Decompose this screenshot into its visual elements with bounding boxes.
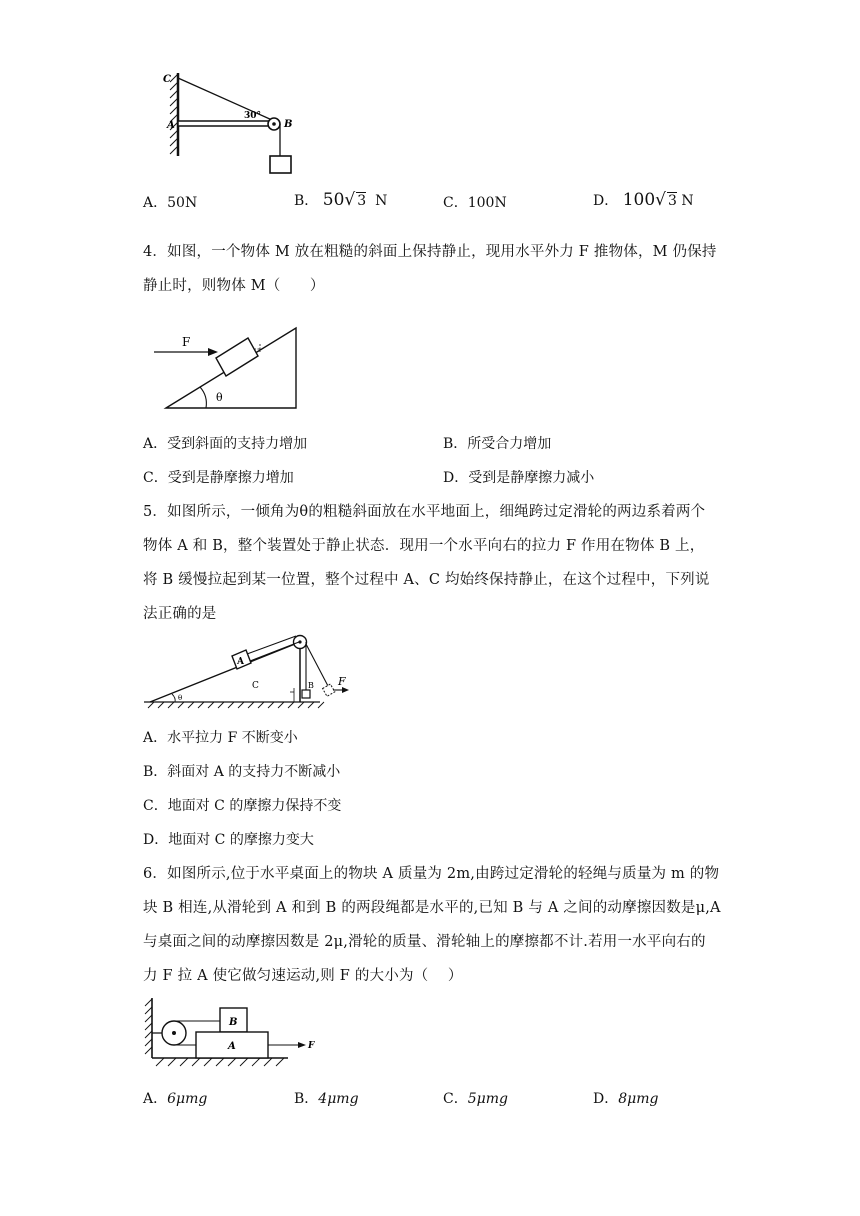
q5-option-d[interactable] — [143, 829, 314, 849]
q3-option-a-letter: A． — [143, 195, 168, 211]
q3-option-d-sqrt: √ 3 — [655, 190, 677, 210]
q5-option-b[interactable] — [143, 761, 340, 781]
q5-option-b-text: 斜面对 A 的支持力不断减小 — [167, 764, 341, 780]
q5-label-b: B — [308, 681, 314, 690]
q4-option-a-letter: A． — [143, 436, 168, 452]
q6-option-a-letter: A． — [143, 1091, 168, 1107]
q6-label-b: B — [229, 1017, 238, 1028]
q5-option-c-text: 地面对 C 的摩擦力保持不变 — [167, 798, 342, 814]
q3-option-c-text: 100N — [467, 195, 507, 211]
q3-label-angle: 30° — [244, 111, 262, 121]
q5-line-3: 将 B 缓慢拉起到某一位置，整个过程中 A、C 均始终保持静止，在这个过程中，下列说 — [143, 572, 710, 588]
q6-option-b[interactable] — [294, 1088, 359, 1108]
q5-label-f: F — [338, 675, 346, 688]
q5-option-a-letter: A． — [143, 730, 168, 746]
q3-option-a-text: 50N — [167, 195, 198, 211]
q6-option-b-letter: B． — [294, 1091, 319, 1107]
q6-option-d-text: 8μmg — [618, 1091, 659, 1107]
q5-label-angle: θ — [178, 694, 183, 702]
q3-figure — [160, 68, 300, 178]
q4-option-d[interactable] — [443, 467, 594, 487]
q5-option-a-text: 水平拉力 F 不断变小 — [167, 730, 298, 746]
q3-label-b: B — [284, 119, 293, 130]
q4-option-b-letter: B． — [443, 436, 468, 452]
q6-label-a: A — [228, 1041, 236, 1052]
q5-line-1: 5．如图所示，一倾角为θ的粗糙斜面放在水平地面上，细绳跨过定滑轮的两边系着两个 — [143, 504, 706, 520]
q3-option-b-letter: B． — [294, 193, 319, 209]
q3-option-d-coef: 100 — [622, 190, 656, 210]
q3-option-c-letter: C． — [443, 195, 468, 211]
q3-option-b-coef: 50 — [322, 190, 345, 210]
q4-option-c-text: 受到是静摩擦力增加 — [167, 470, 294, 486]
q3-option-a[interactable] — [143, 192, 197, 212]
q5-line-4: 法正确的是 — [143, 606, 217, 622]
q6-option-c-text: 5μmg — [467, 1091, 508, 1107]
q3-option-b-sqrt: √ 3 — [344, 190, 367, 210]
q6-option-c[interactable] — [443, 1088, 508, 1108]
q4-label-angle: θ — [216, 391, 223, 404]
q6-label-f: F — [308, 1041, 315, 1051]
q5-option-d-letter: D． — [143, 832, 169, 848]
q4-option-c[interactable] — [143, 467, 294, 487]
q5-line-2: 物体 A 和 B，整个装置处于静止状态．现用一个水平向右的拉力 F 作用在物体 B 上， — [143, 538, 705, 554]
q4-option-a-text: 受到斜面的支持力增加 — [167, 436, 308, 452]
q6-option-a[interactable] — [143, 1088, 207, 1108]
q5-figure — [140, 628, 360, 712]
q3-label-c: C — [163, 74, 171, 85]
q3-option-b[interactable] — [294, 190, 387, 210]
q4-option-b-text: 所受合力增加 — [467, 436, 552, 452]
q6-line-1: 6．如图所示,位于水平桌面上的物块 A 质量为 2m,由跨过定滑轮的轻绳与质量为 m 的物 — [143, 866, 720, 882]
q3-option-d-root: 3 — [667, 193, 677, 209]
q3-option-d-unit: N — [681, 193, 694, 209]
q4-option-d-text: 受到是静摩擦力减小 — [468, 470, 595, 486]
q5-label-c: C — [252, 681, 259, 691]
q5-option-c[interactable] — [143, 795, 341, 815]
q4-label-force: F — [182, 335, 191, 349]
q3-option-b-root: 3 — [357, 193, 367, 209]
q3-option-d[interactable] — [593, 190, 694, 210]
q4-line-1: 4．如图，一个物体 M 放在粗糙的斜面上保持静止，现用水平外力 F 推物体，M 仍保持 — [143, 244, 717, 260]
q4-option-c-letter: C． — [143, 470, 168, 486]
q6-option-d[interactable] — [593, 1088, 658, 1108]
q6-line-4: 力 F 拉 A 使它做匀速运动,则 F 的大小为（ ） — [143, 968, 463, 984]
q3-option-c[interactable] — [443, 192, 507, 212]
q6-figure — [140, 996, 330, 1072]
q5-option-a[interactable] — [143, 727, 298, 747]
q4-figure — [150, 322, 310, 414]
q5-option-c-letter: C． — [143, 798, 168, 814]
q5-label-a: A — [237, 657, 244, 667]
q4-option-a[interactable] — [143, 433, 307, 453]
q6-option-a-text: 6μmg — [167, 1091, 208, 1107]
q6-line-2: 块 B 相连,从滑轮到 A 和到 B 的两段绳都是水平的,已知 B 与 A 之间的动摩擦因数是μ,A — [143, 900, 721, 916]
q3-option-b-unit: N — [375, 193, 388, 209]
q6-line-3: 与桌面之间的动摩擦因数是 2μ,滑轮的质量、滑轮轴上的摩擦都不计.若用一水平向右的 — [143, 934, 706, 950]
q4-option-d-letter: D． — [443, 470, 469, 486]
q6-option-c-letter: C． — [443, 1091, 468, 1107]
q4-option-b[interactable] — [443, 433, 551, 453]
q6-option-b-text: 4μmg — [318, 1091, 359, 1107]
q4-line-2: 静止时，则物体 M（ ） — [143, 278, 325, 294]
q6-option-d-letter: D． — [593, 1091, 619, 1107]
q3-option-d-letter: D． — [593, 193, 619, 209]
q5-option-b-letter: B． — [143, 764, 168, 780]
q3-label-a: A — [167, 120, 175, 131]
q5-option-d-text: 地面对 C 的摩擦力变大 — [168, 832, 314, 848]
